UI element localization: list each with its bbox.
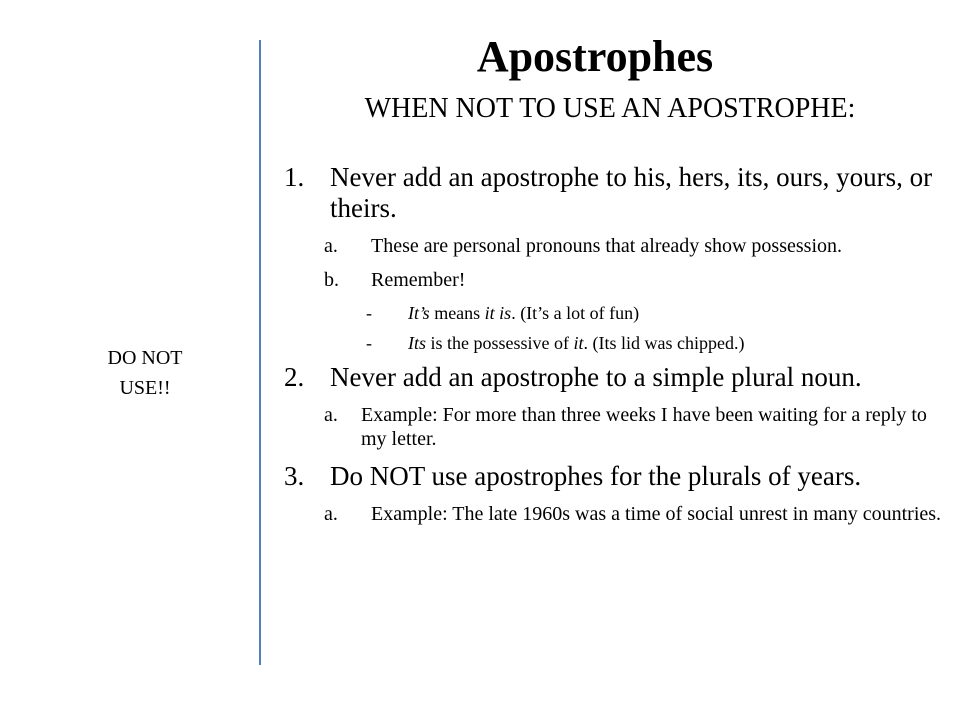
dash-1-term: It’s: [408, 303, 430, 323]
rule-1-sub-b: [284, 268, 944, 292]
slide-subtitle: WHEN NOT TO USE AN APOSTROPHE:: [364, 93, 856, 124]
rule-3-text: Do NOT use apostrophes for the plurals of years.: [330, 461, 862, 491]
rule-2-text: Never add an apostrophe to a simple plural noun.: [330, 362, 862, 392]
rule-1-number: 1.: [284, 162, 305, 192]
vertical-divider: [259, 40, 261, 665]
rule-3-sub-a: [284, 502, 944, 526]
dash-1-mid: means: [429, 303, 485, 323]
dash-2-mid: is the possessive of: [426, 333, 574, 353]
rule-2-sub-a-text: Example: For more than three weeks I have been waiting for a reply to my letter.: [361, 404, 927, 450]
side-note-line2: USE!!: [119, 377, 171, 399]
rule-1-text: Never add an apostrophe to his, hers, its, ours, yours, or theirs.: [330, 162, 933, 223]
rule-2-number: 2.: [284, 362, 305, 392]
rule-3: [284, 461, 944, 492]
rule-1-sub-b-text: Remember!: [371, 269, 466, 291]
dash-1-rest: . (It’s a lot of fun): [511, 303, 640, 323]
dash-2-term2: it: [573, 333, 584, 353]
rule-2-sub-a-letter: a.: [324, 404, 338, 426]
dash-2-term: Its: [408, 333, 426, 353]
dash-1-term2: it is: [484, 303, 512, 323]
rule-3-sub-a-letter: a.: [324, 503, 338, 525]
rule-1-sub-b-letter: b.: [324, 269, 339, 291]
rule-3-number: 3.: [284, 461, 305, 491]
side-note: [85, 343, 205, 403]
rule-2-sub-a: [284, 403, 944, 451]
dash-marker: -: [366, 303, 372, 323]
rule-1-dash-2: [284, 332, 944, 354]
rule-1: [284, 162, 944, 224]
rule-1-sub-a-text: These are personal pronouns that already show possession.: [371, 235, 842, 257]
rules-list: [284, 162, 944, 536]
slide-title: Apostrophes: [476, 32, 714, 81]
dash-2-rest: . (Its lid was chipped.): [583, 333, 745, 353]
rule-2: [284, 362, 944, 393]
rule-1-sub-a-letter: a.: [324, 235, 338, 257]
rule-1-sub-a: [284, 234, 944, 258]
dash-marker: -: [366, 333, 372, 353]
side-note-line1: DO NOT: [107, 347, 183, 369]
rule-1-dash-1: [284, 302, 944, 324]
rule-3-sub-a-text: Example: The late 1960s was a time of social unrest in many countries.: [371, 503, 942, 525]
